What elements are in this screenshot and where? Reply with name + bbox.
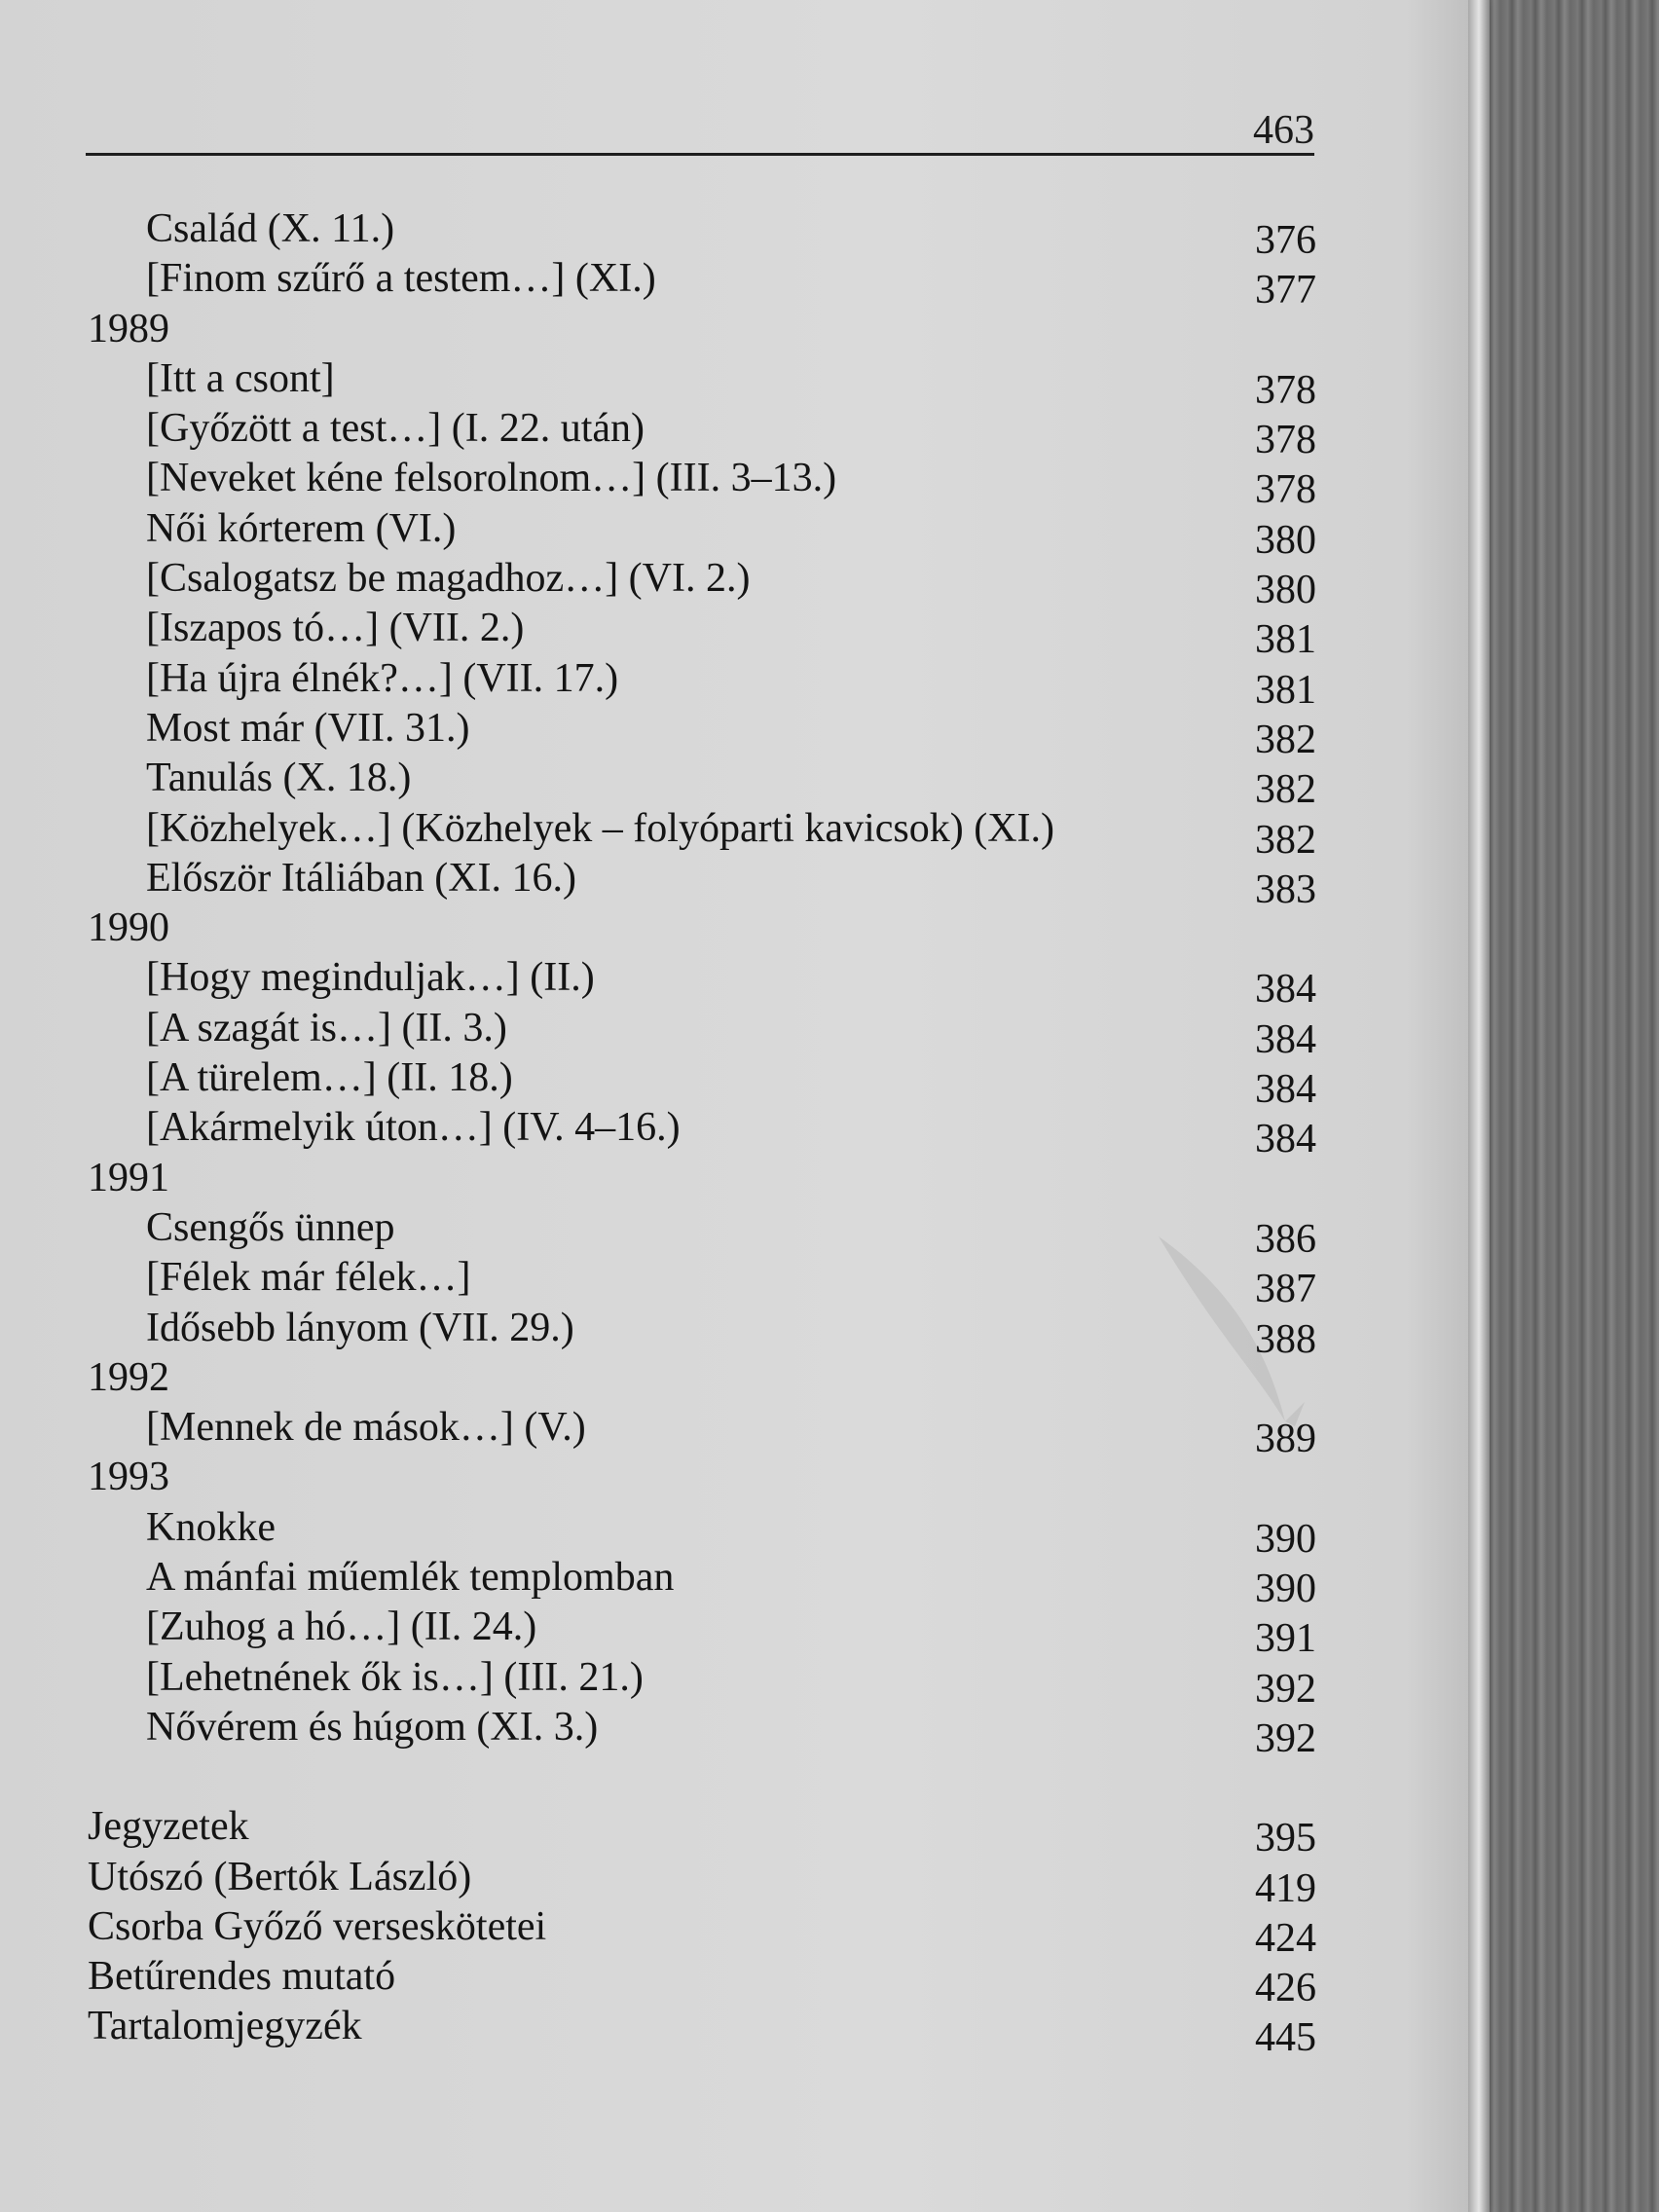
entry-page-number: 387 — [1255, 1267, 1316, 1312]
year-heading — [0, 1154, 1480, 1203]
toc-entry — [0, 254, 1480, 313]
entry-page-number: 384 — [1255, 1016, 1316, 1062]
entry-page-number: 378 — [1255, 467, 1316, 513]
appendix-entry — [0, 1952, 1480, 2011]
entry-page-number: 382 — [1255, 817, 1316, 863]
appendix-entry — [0, 1902, 1480, 1961]
entry-page-number: 377 — [1255, 268, 1316, 313]
toc-entry — [0, 204, 1480, 263]
entry-title: 1992 — [88, 1354, 169, 1400]
entry-page-number: 384 — [1255, 1067, 1316, 1113]
entry-page-number: 381 — [1255, 667, 1316, 713]
entry-page-number: 388 — [1255, 1316, 1316, 1362]
entry-title: [Mennek de mások…] (V.) — [146, 1405, 586, 1451]
entry-page-number: 382 — [1255, 767, 1316, 813]
entry-title: Utószó (Bertók László) — [88, 1854, 472, 1899]
entry-title: Női kórterem (VI.) — [146, 505, 457, 551]
toc-entry — [0, 1553, 1480, 1612]
toc-entry — [0, 704, 1480, 762]
toc-entry — [0, 1304, 1480, 1362]
year-heading — [0, 1353, 1480, 1403]
entry-title: Betűrendes mutató — [88, 1954, 396, 2000]
entry-title: Tartalomjegyzék — [88, 2004, 362, 2049]
entry-page-number: 383 — [1255, 866, 1316, 912]
entry-title: [Neveket kéne felsorolnom…] (III. 3–13.) — [146, 456, 837, 501]
entry-title: [Csalogatsz be magadhoz…] (VI. 2.) — [146, 556, 751, 602]
entry-title: [Itt a csont] — [146, 355, 335, 401]
toc-entry — [0, 654, 1480, 713]
table-of-contents — [0, 204, 1480, 2061]
entry-title: [Zuhog a hó…] (II. 24.) — [146, 1604, 537, 1650]
entry-page-number: 382 — [1255, 717, 1316, 762]
entry-title: 1989 — [88, 306, 169, 351]
entry-page-number: 381 — [1255, 617, 1316, 663]
entry-title: [Finom szűrő a testem…] (XI.) — [146, 256, 656, 302]
year-heading — [0, 1453, 1480, 1502]
entry-page-number: 386 — [1255, 1216, 1316, 1262]
appendix-entry — [0, 1853, 1480, 1911]
entry-title: [Akármelyik úton…] (IV. 4–16.) — [146, 1105, 681, 1151]
entry-title: [Lehetnének ők is…] (III. 21.) — [146, 1654, 644, 1700]
entry-page-number: 395 — [1255, 1816, 1316, 1862]
toc-entry — [0, 354, 1480, 413]
entry-page-number: 445 — [1255, 2015, 1316, 2061]
entry-page-number: 390 — [1255, 1516, 1316, 1562]
entry-title: Most már (VII. 31.) — [146, 705, 470, 751]
entry-page-number: 378 — [1255, 418, 1316, 463]
entry-title: A mánfai műemlék templomban — [146, 1555, 675, 1601]
entry-page-number: 426 — [1255, 1966, 1316, 2011]
toc-entry — [0, 454, 1480, 513]
entry-page-number: 392 — [1255, 1666, 1316, 1712]
entry-title: [A szagát is…] (II. 3.) — [146, 1005, 507, 1051]
entry-title: [Győzött a test…] (I. 22. után) — [146, 406, 645, 452]
page-number: 463 — [1253, 108, 1314, 153]
year-heading — [0, 903, 1480, 953]
entry-title: Nővérem és húgom (XI. 3.) — [146, 1704, 599, 1750]
entry-title: Knokke — [146, 1504, 276, 1550]
toc-entry — [0, 404, 1480, 463]
entry-page-number: 391 — [1255, 1616, 1316, 1662]
entry-title: [Hogy meginduljak…] (II.) — [146, 955, 595, 1001]
entry-title: Idősebb lányom (VII. 29.) — [146, 1305, 574, 1350]
toc-entry — [0, 1503, 1480, 1562]
entry-page-number: 389 — [1255, 1417, 1316, 1462]
entry-title: [Iszapos tó…] (VII. 2.) — [146, 606, 525, 651]
entry-title: [Félek már félek…] — [146, 1255, 471, 1301]
entry-title: Család (X. 11.) — [146, 206, 395, 251]
toc-entry — [0, 504, 1480, 563]
entry-page-number: 376 — [1255, 218, 1316, 263]
entry-page-number: 384 — [1255, 1117, 1316, 1162]
entry-title: Csorba Győző verseskötetei — [88, 1903, 547, 1949]
entry-page-number: 424 — [1255, 1915, 1316, 1961]
toc-entry — [0, 604, 1480, 663]
entry-title: Jegyzetek — [88, 1804, 249, 1850]
entry-page-number: 419 — [1255, 1865, 1316, 1911]
year-heading — [0, 305, 1480, 354]
toc-entry — [0, 953, 1480, 1013]
entry-title: 1990 — [88, 905, 169, 951]
entry-title: [Ha újra élnék?…] (VII. 17.) — [146, 655, 619, 701]
toc-entry — [0, 554, 1480, 613]
toc-entry — [0, 1004, 1480, 1062]
toc-entry — [0, 1203, 1480, 1262]
entry-page-number: 380 — [1255, 517, 1316, 563]
entry-title: Tanulás (X. 18.) — [146, 756, 412, 801]
entry-page-number: 392 — [1255, 1715, 1316, 1761]
toc-entry — [0, 1703, 1480, 1761]
appendix-entry — [0, 1802, 1480, 1862]
entry-title: 1993 — [88, 1455, 169, 1500]
toc-entry — [0, 854, 1480, 912]
toc-entry — [0, 754, 1480, 813]
appendix-entry — [0, 2002, 1480, 2061]
entry-title: Csengős ünnep — [146, 1204, 395, 1250]
entry-title: [Közhelyek…] (Közhelyek – folyóparti kavicsok) (XI.) — [146, 805, 1055, 851]
toc-entry — [0, 1253, 1480, 1312]
entry-page-number: 390 — [1255, 1567, 1316, 1612]
toc-entry — [0, 1053, 1480, 1113]
toc-entry — [0, 804, 1480, 863]
toc-entry — [0, 1103, 1480, 1162]
entry-title: [A türelem…] (II. 18.) — [146, 1055, 513, 1101]
toc-entry — [0, 1653, 1480, 1712]
toc-entry — [0, 1403, 1480, 1462]
entry-title: Először Itáliában (XI. 16.) — [146, 855, 577, 901]
entry-page-number: 384 — [1255, 967, 1316, 1013]
entry-title: 1991 — [88, 1155, 169, 1200]
background-surface — [1460, 0, 1659, 2212]
entry-page-number: 378 — [1255, 367, 1316, 413]
toc-entry — [0, 1603, 1480, 1662]
header-rule — [86, 153, 1314, 156]
entry-page-number: 380 — [1255, 568, 1316, 613]
